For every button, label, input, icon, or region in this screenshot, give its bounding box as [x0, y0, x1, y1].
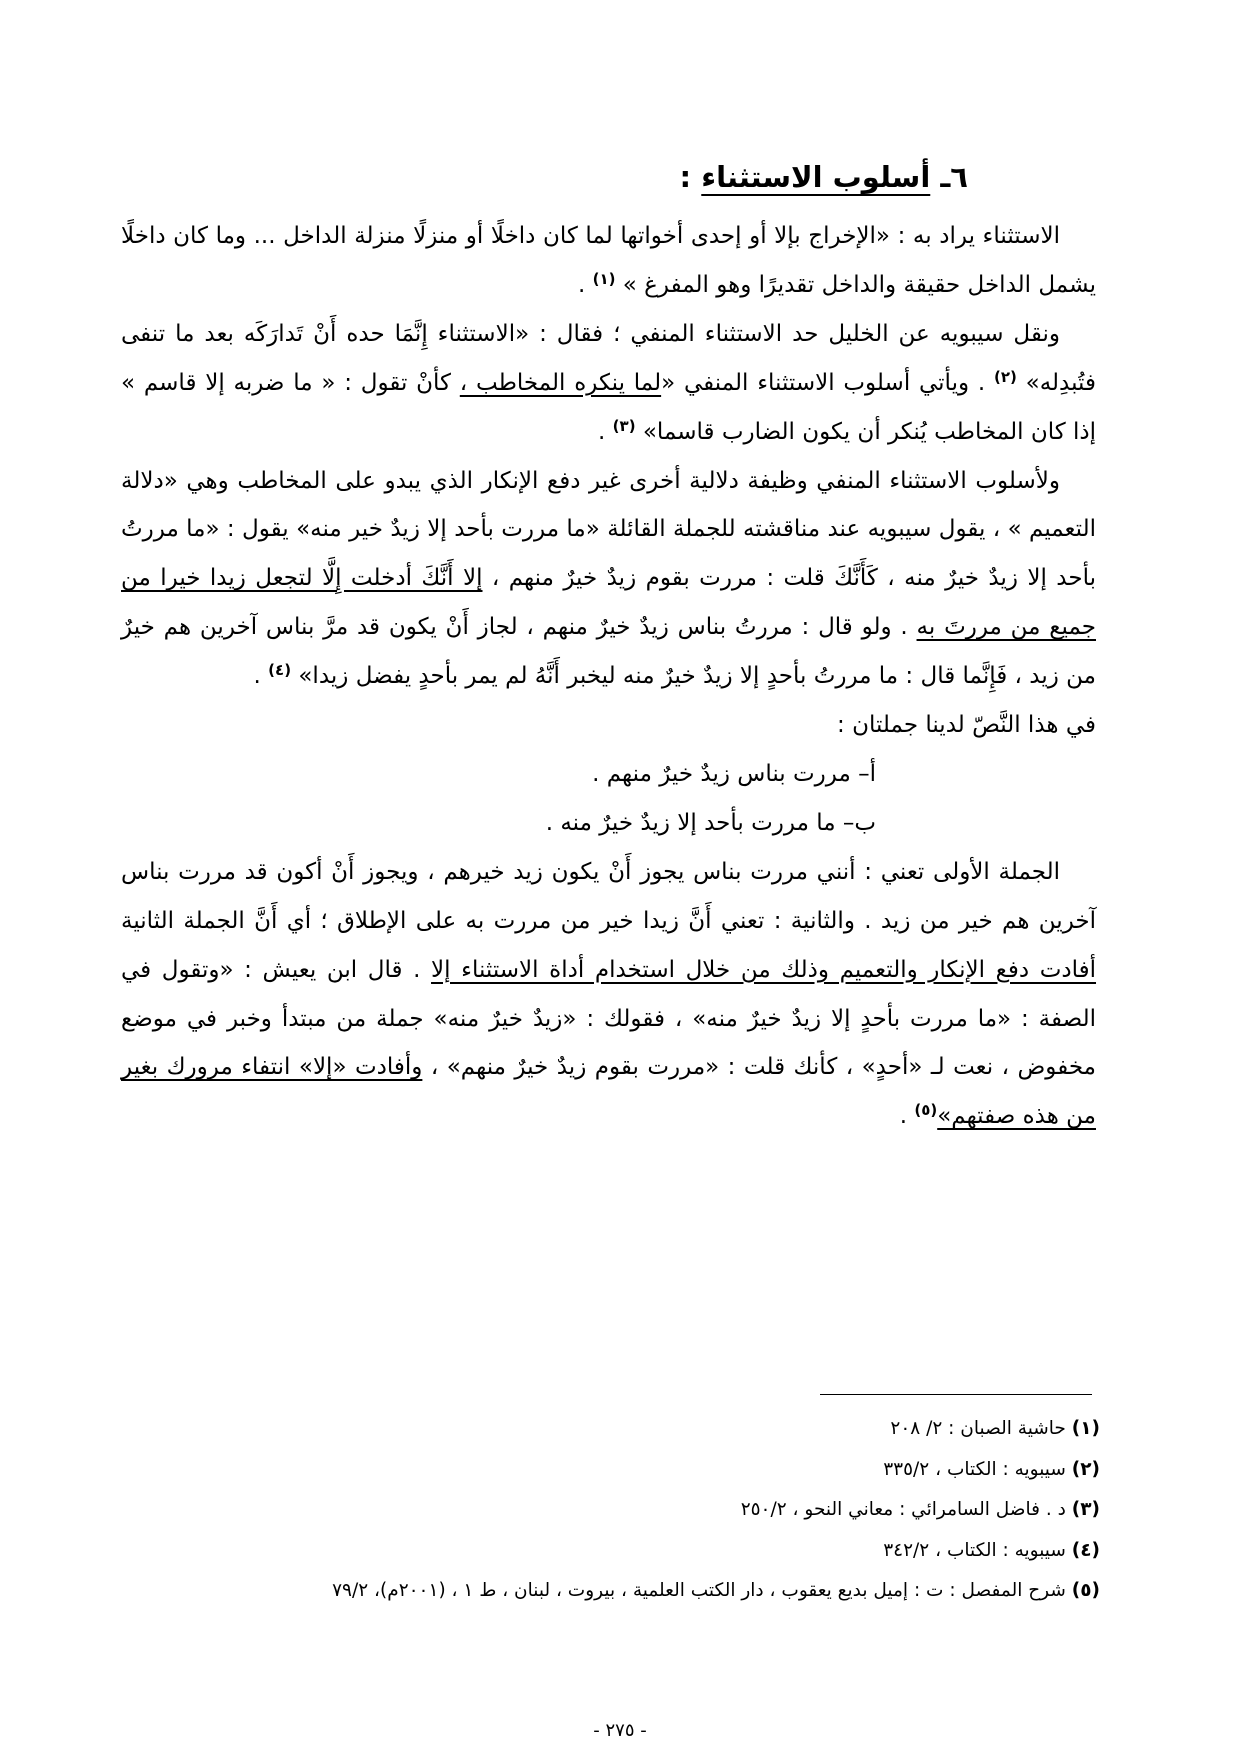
footnote-ref-2[interactable]: (٢): [993, 367, 1017, 386]
paragraph-text: . ولو قال : مررتُ بناس زيدٌ خيرٌ منهم ، لجاز أَنْ يكون قد مرَّ بناس آخرين هم خيرٌ من زيد ، فَإِنَّما قال : ما مررتُ بأحدٍ إلا زيدٌ خيرٌ منه ليخبر أَنَّهُ لم يمر بأحدٍ يفضل زيدا»: [121, 614, 1096, 690]
section-number: ٦ـ: [940, 160, 968, 194]
footnote-text: شرح المفصل : ت : إميل بديع يعقوب ، دار الكتب العلمية ، بيروت ، لبنان ، ط ١ ، (٢٠٠١م)، ٧٩/٢: [332, 1580, 1072, 1601]
paragraph-text: . قال ابن يعيش : «وتقول في الصفة : «ما مررت بأحدٍ إلا زيدٌ خيرٌ منه» ، فقولك : «زيدٌ خيرٌ منه» جملة من مبتدأ وخبر في موضع مخفوض ، نعت لـ «أحدٍ» ، كأنك قلت : «مررت بقوم زيدٌ خيرٌ منهم» ،: [121, 956, 1096, 1081]
footnotes: [120, 1409, 1100, 1612]
footnote-text: حاشية الصبان : ٢/ ٢٠٨: [890, 1418, 1072, 1439]
section-heading: [680, 160, 968, 194]
footnote-5: [120, 1571, 1100, 1612]
paragraph-two-sentences: في هذا النَّصّ لدينا جملتان :: [837, 712, 1096, 739]
paragraph-text: . ويأتي أسلوب الاستثناء المنفي «: [661, 369, 994, 396]
footnote-separator: [820, 1394, 1092, 1395]
paragraph-text: كأنْ تقول : « ما ضربه إلا قاسم » إذا كان المخاطب يُنكر أن يكون الضارب قاسما»: [121, 369, 1096, 445]
section-colon: :: [679, 160, 692, 194]
paragraph-explanation: [121, 848, 1096, 1141]
footnote-number: (٢): [1071, 1458, 1100, 1480]
page-number: - ٢٧٥ -: [593, 1720, 647, 1741]
footnote-1: [120, 1409, 1100, 1450]
paragraph-generalization: [121, 457, 1096, 702]
paragraph-text: ولأسلوب الاستثناء المنفي وظيفة دلالية أخرى غير دفع الإنكار الذي يبدو على المخاطب وهي «دلالة التعميم » ، يقول سيبويه عند مناقشته للجملة القائلة «ما مررت بأحد إلا زيدٌ خير منه» يقول : «ما مررتُ بأحد إلا زيدٌ خيرٌ منه ، كَأَنَّكَ قلت : مررت بقوم زيدٌ خيرٌ منهم ،: [121, 467, 1097, 592]
footnote-number: (٣): [1071, 1499, 1100, 1520]
footnote-ref-1[interactable]: (١): [592, 269, 616, 288]
footnote-number: (١): [1071, 1418, 1100, 1439]
footnote-number: (٥): [1071, 1580, 1100, 1601]
paragraph-text: الاستثناء يراد به : «الإخراج بإلا أو إحدى أخواتها لما كان داخلًا أو منزلًا منزلة الداخل ... وما كان داخلًا يشمل الداخل حقيقة والداخل تقديرًا وهو المفرغ »: [121, 223, 1096, 298]
underlined-phrase: لما ينكره المخاطب ،: [459, 369, 662, 396]
underlined-phrase: وأفادت «إلا» انتفاء مرورك بغير من هذه صفتهم»: [121, 1054, 1096, 1130]
paragraph-end: .: [598, 418, 613, 445]
paragraph-text: ونقل سيبويه عن الخليل حد الاستثناء المنفي ؛ فقال : «الاستثناء إِنَّمَا حده أَنْ تَدارَكَه بعد ما تنفى فتُبدِله»: [121, 320, 1096, 396]
paragraph-end: .: [899, 1103, 915, 1130]
section-title: أسلوب الاستثناء: [701, 160, 931, 194]
footnote-4: [120, 1531, 1100, 1572]
paragraph-text: الجملة الأولى تعني : أنني مررت بناس يجوز أَنْ يكون زيد خيرهم ، ويجوز أَنْ أكون قد مررت بناس آخرين هم خير من زيد . والثانية : تعني أَنَّ زيدا خير من مررت به على الإطلاق ؛ أي أَنَّ الجملة الثانية: [121, 858, 1096, 934]
footnote-ref-4[interactable]: (٤): [268, 661, 292, 680]
paragraph-khalil: [121, 310, 1096, 457]
footnote-3: [120, 1490, 1100, 1531]
footnote-ref-3[interactable]: (٣): [612, 416, 636, 435]
footnote-text: د . فاضل السامرائي : معاني النحو ، ٢٥٠/٢: [740, 1499, 1072, 1520]
footnote-text: سيبويه : الكتاب ، ٣٤٢/٢: [883, 1539, 1072, 1561]
paragraph-end: .: [253, 663, 269, 690]
paragraph-definition: [121, 212, 1096, 310]
paragraph-end: .: [577, 271, 593, 298]
list-item-a: أ– مررت بناس زيدٌ خيرٌ منهم .: [592, 760, 876, 787]
body-text: [121, 212, 1096, 1141]
footnote-ref-5[interactable]: (٥): [914, 1101, 938, 1120]
footnote-2: [120, 1450, 1100, 1491]
underlined-phrase: أفادت دفع الإنكار والتعميم وذلك من خلال استخدام أداة الاستثناء إلا: [431, 956, 1097, 983]
footnote-text: سيبويه : الكتاب ، ٣٣٥/٢: [883, 1458, 1072, 1480]
underlined-phrase: إلا أَنَّكَ أدخلت إِلَّا لتجعل زيدا خيرا من جميع من مررتَ به: [121, 565, 1096, 641]
list-item-b: ب– ما مررت بأحد إلا زيدٌ خيرٌ منه .: [545, 809, 876, 836]
footnote-number: (٤): [1071, 1539, 1100, 1561]
